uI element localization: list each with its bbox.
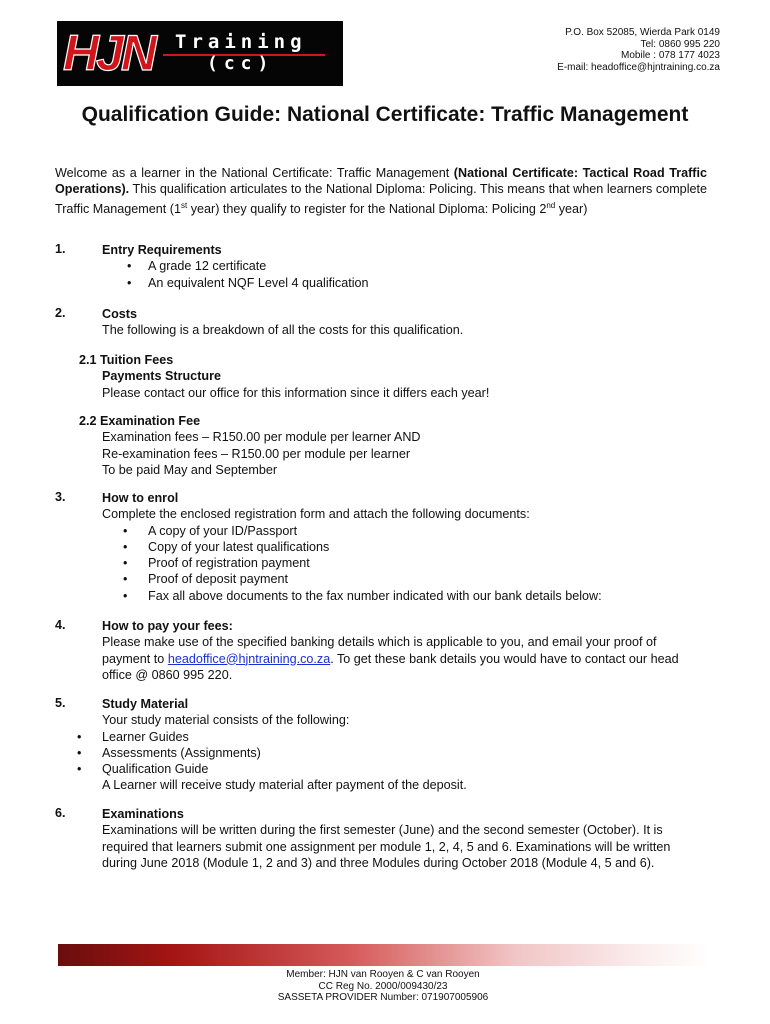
section-6 [102,806,692,871]
intro-bold: (National Certificate: Tactical Road Traffic Operations). [55,166,707,197]
company-logo [57,21,343,86]
intro-text-2: This qualification articulates to the National Diploma: Policing. This means that when learners complete Traffic Management (1 [55,182,707,216]
footer-members: Member: HJN van Rooyen & C van Rooyen [286,969,480,980]
intro-text-4: year) [555,201,588,216]
footer-reg-no: CC Reg No. 2000/009430/23 [318,980,448,992]
section-2-1-subheading: Payments Structure [102,369,221,384]
section-2-heading: Costs [102,307,137,321]
section-5-heading: Study Material [102,697,189,711]
section-5-number: 5. [55,696,66,710]
intro-paragraph [55,165,707,217]
contact-block [557,27,720,73]
page-title: Qualification Guide: National Certificate: Traffic Management [81,103,689,126]
footer-bar [58,944,710,966]
intro-sup-2: nd [546,200,556,210]
section-2 [102,306,712,339]
entry-requirements-list [102,258,712,291]
section-1-heading: Entry Requirements [102,243,222,257]
section-4-heading: How to pay your fees: [102,619,233,633]
email-link[interactable]: headoffice@hjntraining.co.za [167,651,331,666]
section-4-text [102,634,702,683]
list-item: • Proof of deposit payment [148,571,712,587]
section-6-heading: Examinations [102,807,184,821]
reexam-fee-line: Re-examination fees – R150.00 per module per learner [102,446,411,461]
section-6-number: 6. [55,806,66,820]
contact-mobile: Mobile : 078 177 4023 [621,50,720,62]
contact-email: E-mail: headoffice@hjntraining.co.za [557,61,720,73]
section-4-text-1: Please make use of the specified banking details which is applicable to you, and email your proof of payment to [102,635,657,666]
section-2-1-heading: 2.1 Tuition Fees [79,353,174,367]
section-5 [102,696,712,794]
section-2-2 [79,413,709,478]
list-item: • Assessments (Assignments) [102,745,712,761]
section-1-number: 1. [55,242,66,256]
section-2-2-heading: 2.2 Examination Fee [79,414,201,428]
section-3-number: 3. [55,490,66,504]
logo-line1: Training [175,31,307,53]
intro-text-1: Welcome as a learner in the National Certificate: Traffic Management [55,166,454,180]
payment-months-line: To be paid May and September [102,462,278,477]
section-4-text-2: . To get these bank details you would have to contact our head office @ 0860 995 220. [102,651,679,682]
logo-mark: HJN [63,25,155,81]
footer-provider-number: SASSETA PROVIDER Number: 071907005906 [277,992,489,1004]
section-2-number: 2. [55,306,66,320]
list-item: • A copy of your ID/Passport [148,523,712,539]
contact-address: P.O. Box 52085, Wierda Park 0149 [565,27,720,38]
exam-fee-line: Examination fees – R150.00 per module per learner AND [102,430,421,445]
section-4 [102,618,702,683]
contact-tel: Tel: 0860 995 220 [640,38,720,50]
list-item: • Fax all above documents to the fax number indicated with our bank details below: [148,588,712,604]
logo-line2: (cc) [207,53,275,74]
section-2-1-text: Please contact our office for this information since it differs each year! [102,385,490,400]
list-item: • Proof of registration payment [148,555,712,571]
footer [57,969,709,1004]
list-item: • Qualification Guide [102,761,712,777]
section-3-heading: How to enrol [102,491,179,505]
section-4-number: 4. [55,618,66,632]
study-material-list [102,729,712,778]
intro-text-3: year) they qualify to register for the National Diploma: Policing 2 [187,201,547,216]
section-2-1 [79,352,709,401]
section-5-after: A Learner will receive study material after payment of the deposit. [102,778,467,793]
section-5-text: Your study material consists of the following: [102,713,350,728]
section-3-text: Complete the enclosed registration form and attach the following documents: [102,507,530,522]
list-item: • An equivalent NQF Level 4 qualification [102,275,712,291]
enrol-documents-list [102,523,712,604]
list-item: • Copy of your latest qualifications [148,539,712,555]
list-item: • A grade 12 certificate [102,258,712,274]
list-item: • Learner Guides [102,729,712,745]
section-2-text: The following is a breakdown of all the costs for this qualification. [102,323,464,338]
section-6-text: Examinations will be written during the first semester (June) and the second semester (October). It is required that learners submit one assignment per module 1, 2, 4, 5 and 6. Examinations will be written during June 2018 (Module 1, 2 and 3) and three Modules during October 2018 (Module 4, 5 and 6). [102,823,671,870]
intro-sup-1: st [181,200,188,210]
section-3 [102,490,712,604]
section-1 [102,242,712,291]
